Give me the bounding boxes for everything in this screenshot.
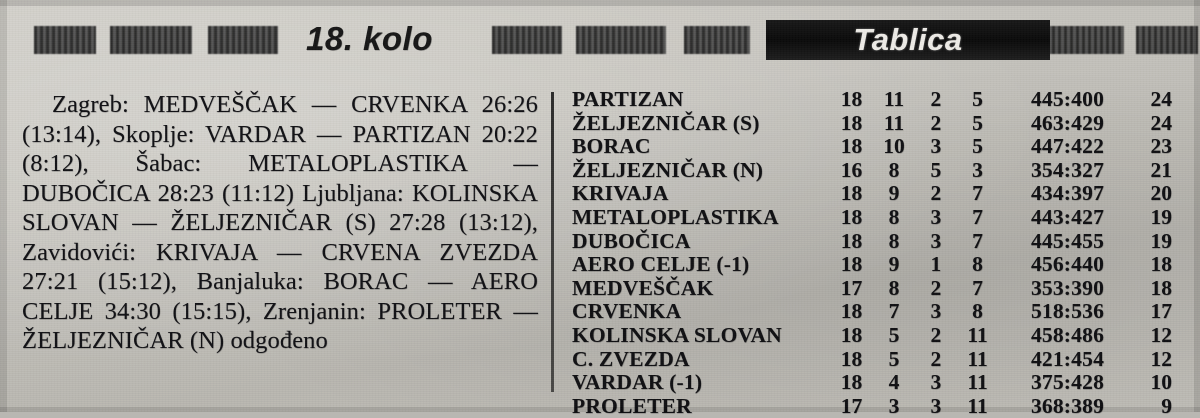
matches-drawn: 2	[930, 181, 942, 206]
matches-lost: 8	[972, 299, 983, 324]
table-row	[572, 253, 1172, 277]
table-row	[572, 135, 1172, 159]
matches-won: 10	[883, 134, 905, 159]
club-name: MEDVEŠČAK	[572, 275, 714, 300]
table-row	[572, 324, 1172, 348]
spacer	[999, 277, 1013, 301]
round-title: 18. kolo	[306, 20, 433, 57]
points: 12	[1150, 322, 1172, 347]
matches-lost: 5	[972, 87, 983, 111]
table-row	[572, 206, 1172, 230]
spacer	[999, 371, 1013, 395]
points: 10	[1150, 370, 1172, 395]
matches-played: 16	[840, 157, 863, 182]
matches-drawn: 3	[930, 134, 942, 159]
spacer	[999, 230, 1013, 254]
matches-played: 18	[840, 346, 863, 371]
matches-played: 18	[840, 370, 863, 395]
points: 20	[1150, 181, 1172, 206]
matches-drawn: 3	[930, 393, 942, 418]
spacer	[999, 395, 1013, 418]
spacer	[999, 348, 1013, 372]
matches-played: 18	[840, 134, 863, 159]
spacer	[999, 206, 1013, 230]
goal-ratio: 434:397	[1030, 181, 1105, 206]
club-name: CRVENKA	[572, 299, 682, 324]
club-name: AERO CELJE (-1)	[572, 252, 750, 277]
goal-ratio: 447:422	[1030, 134, 1105, 159]
goal-ratio: 375:428	[1030, 370, 1105, 395]
table-row	[572, 277, 1172, 301]
goal-ratio: 353:390	[1030, 275, 1105, 300]
matches-played: 18	[840, 322, 863, 347]
results-column	[22, 90, 538, 356]
matches-won: 9	[888, 252, 900, 277]
goal-ratio: 421:454	[1030, 346, 1105, 371]
column-divider	[551, 92, 554, 392]
standings-table-body	[572, 88, 1172, 418]
points: 17	[1150, 299, 1172, 324]
matches-lost: 5	[972, 134, 983, 159]
club-name: METALOPLASTIKA	[572, 204, 779, 229]
matches-drawn: 3	[930, 204, 942, 229]
table-row	[572, 371, 1172, 395]
matches-played: 18	[840, 110, 863, 135]
decorative-block-7	[1046, 26, 1124, 54]
matches-won: 8	[888, 204, 900, 229]
decorative-block-1	[34, 26, 96, 54]
standings-table	[572, 88, 1172, 418]
points: 18	[1150, 252, 1172, 277]
matches-won: 3	[888, 393, 900, 418]
table-row	[572, 182, 1172, 206]
points: 9	[1161, 393, 1172, 418]
article-body	[0, 84, 1200, 418]
matches-lost: 7	[972, 275, 983, 300]
matches-won: 8	[888, 157, 900, 182]
club-name: PROLETER	[572, 393, 692, 418]
goal-ratio: 463:429	[1030, 110, 1105, 135]
club-name: DUBOČICA	[572, 228, 691, 253]
matches-drawn: 5	[930, 157, 942, 182]
matches-won: 11	[883, 87, 905, 111]
decorative-block-4	[492, 26, 562, 54]
standings-banner	[766, 20, 1050, 60]
matches-drawn: 2	[930, 346, 942, 371]
matches-lost: 8	[972, 252, 983, 277]
matches-drawn: 2	[930, 322, 942, 347]
points: 19	[1150, 204, 1172, 229]
table-row	[572, 395, 1172, 418]
points: 18	[1150, 275, 1172, 300]
club-name: KRIVAJA	[572, 181, 669, 206]
spacer	[999, 182, 1013, 206]
matches-lost: 11	[967, 346, 988, 371]
goal-ratio: 518:536	[1030, 299, 1105, 324]
matches-lost: 11	[967, 370, 988, 395]
matches-played: 18	[840, 228, 863, 253]
spacer	[999, 88, 1013, 112]
table-row	[572, 300, 1172, 324]
standings-banner-label: Tablica	[853, 22, 963, 57]
matches-drawn: 1	[930, 252, 942, 277]
points: 24	[1150, 87, 1172, 111]
results-paragraph: Zagreb: MEDVEŠČAK — CRVENKA 26:26 (13:14), Skoplje: VARDAR — PARTIZAN 20:22 (8:12), Šabac: METALOPLASTIKA — DUBOČICA 28:23 (11:12) Ljubljana: KOLINSKA SLOVAN — ŽELJEZNIČAR (S) 27:28 (13:12), Zavidovići: KRIVAJA — CRVENA ZVEZDA 27:21 (15:12), Banjaluka: BORAC — AERO CELJE 34:30 (15:15), Zrenjanin: PROLETER — ŽELJEZNIČAR (N) odgođeno	[22, 91, 538, 354]
matches-lost: 7	[972, 228, 983, 253]
goal-ratio: 458:486	[1030, 322, 1105, 347]
matches-drawn: 2	[930, 275, 942, 300]
matches-won: 8	[888, 275, 900, 300]
decorative-block-2	[110, 26, 192, 54]
matches-won: 8	[888, 228, 900, 253]
club-name: VARDAR (-1)	[572, 370, 703, 395]
table-row	[572, 159, 1172, 183]
club-name: ŽELJEZNIČAR (N)	[572, 157, 764, 182]
matches-drawn: 3	[930, 370, 942, 395]
matches-played: 18	[840, 299, 863, 324]
spacer	[999, 159, 1013, 183]
matches-drawn: 3	[930, 299, 942, 324]
matches-lost: 11	[967, 393, 988, 418]
spacer	[999, 112, 1013, 136]
points: 24	[1150, 110, 1172, 135]
spacer	[999, 324, 1013, 348]
decorative-block-8	[1136, 26, 1198, 54]
goal-ratio: 445:400	[1030, 87, 1105, 111]
goal-ratio: 445:455	[1030, 228, 1105, 253]
matches-won: 5	[888, 322, 900, 347]
matches-played: 18	[840, 87, 863, 111]
matches-drawn: 2	[930, 87, 942, 111]
spacer	[999, 253, 1013, 277]
decorative-block-5	[576, 26, 666, 54]
matches-won: 11	[883, 110, 905, 135]
points: 12	[1150, 346, 1172, 371]
goal-ratio: 456:440	[1030, 252, 1105, 277]
matches-lost: 7	[972, 181, 983, 206]
club-name: BORAC	[572, 134, 651, 159]
matches-drawn: 2	[930, 110, 942, 135]
club-name: C. ZVEZDA	[572, 346, 690, 371]
table-row	[572, 112, 1172, 136]
matches-lost: 5	[972, 110, 983, 135]
goal-ratio: 443:427	[1030, 204, 1105, 229]
matches-played: 17	[840, 275, 863, 300]
decorative-block-6	[684, 26, 750, 54]
masthead	[0, 0, 1200, 76]
club-name: PARTIZAN	[572, 87, 684, 111]
points: 21	[1150, 157, 1172, 182]
matches-won: 4	[888, 370, 900, 395]
matches-played: 18	[840, 181, 863, 206]
matches-lost: 3	[972, 157, 983, 182]
matches-lost: 11	[967, 322, 988, 347]
matches-played: 18	[840, 204, 863, 229]
spacer	[999, 135, 1013, 159]
table-row	[572, 348, 1172, 372]
club-name: ŽELJEZNIČAR (S)	[572, 110, 760, 135]
club-name: KOLINSKA SLOVAN	[572, 322, 782, 347]
matches-played: 18	[840, 252, 863, 277]
points: 23	[1150, 134, 1172, 159]
matches-won: 7	[888, 299, 900, 324]
matches-played: 17	[840, 393, 863, 418]
matches-won: 5	[888, 346, 900, 371]
matches-won: 9	[888, 181, 900, 206]
matches-lost: 7	[972, 204, 983, 229]
matches-drawn: 3	[930, 228, 942, 253]
table-row	[572, 88, 1172, 112]
points: 19	[1150, 228, 1172, 253]
decorative-block-3	[208, 26, 278, 54]
goal-ratio: 354:327	[1030, 157, 1105, 182]
goal-ratio: 368:389	[1030, 393, 1105, 418]
table-row	[572, 230, 1172, 254]
spacer	[999, 300, 1013, 324]
